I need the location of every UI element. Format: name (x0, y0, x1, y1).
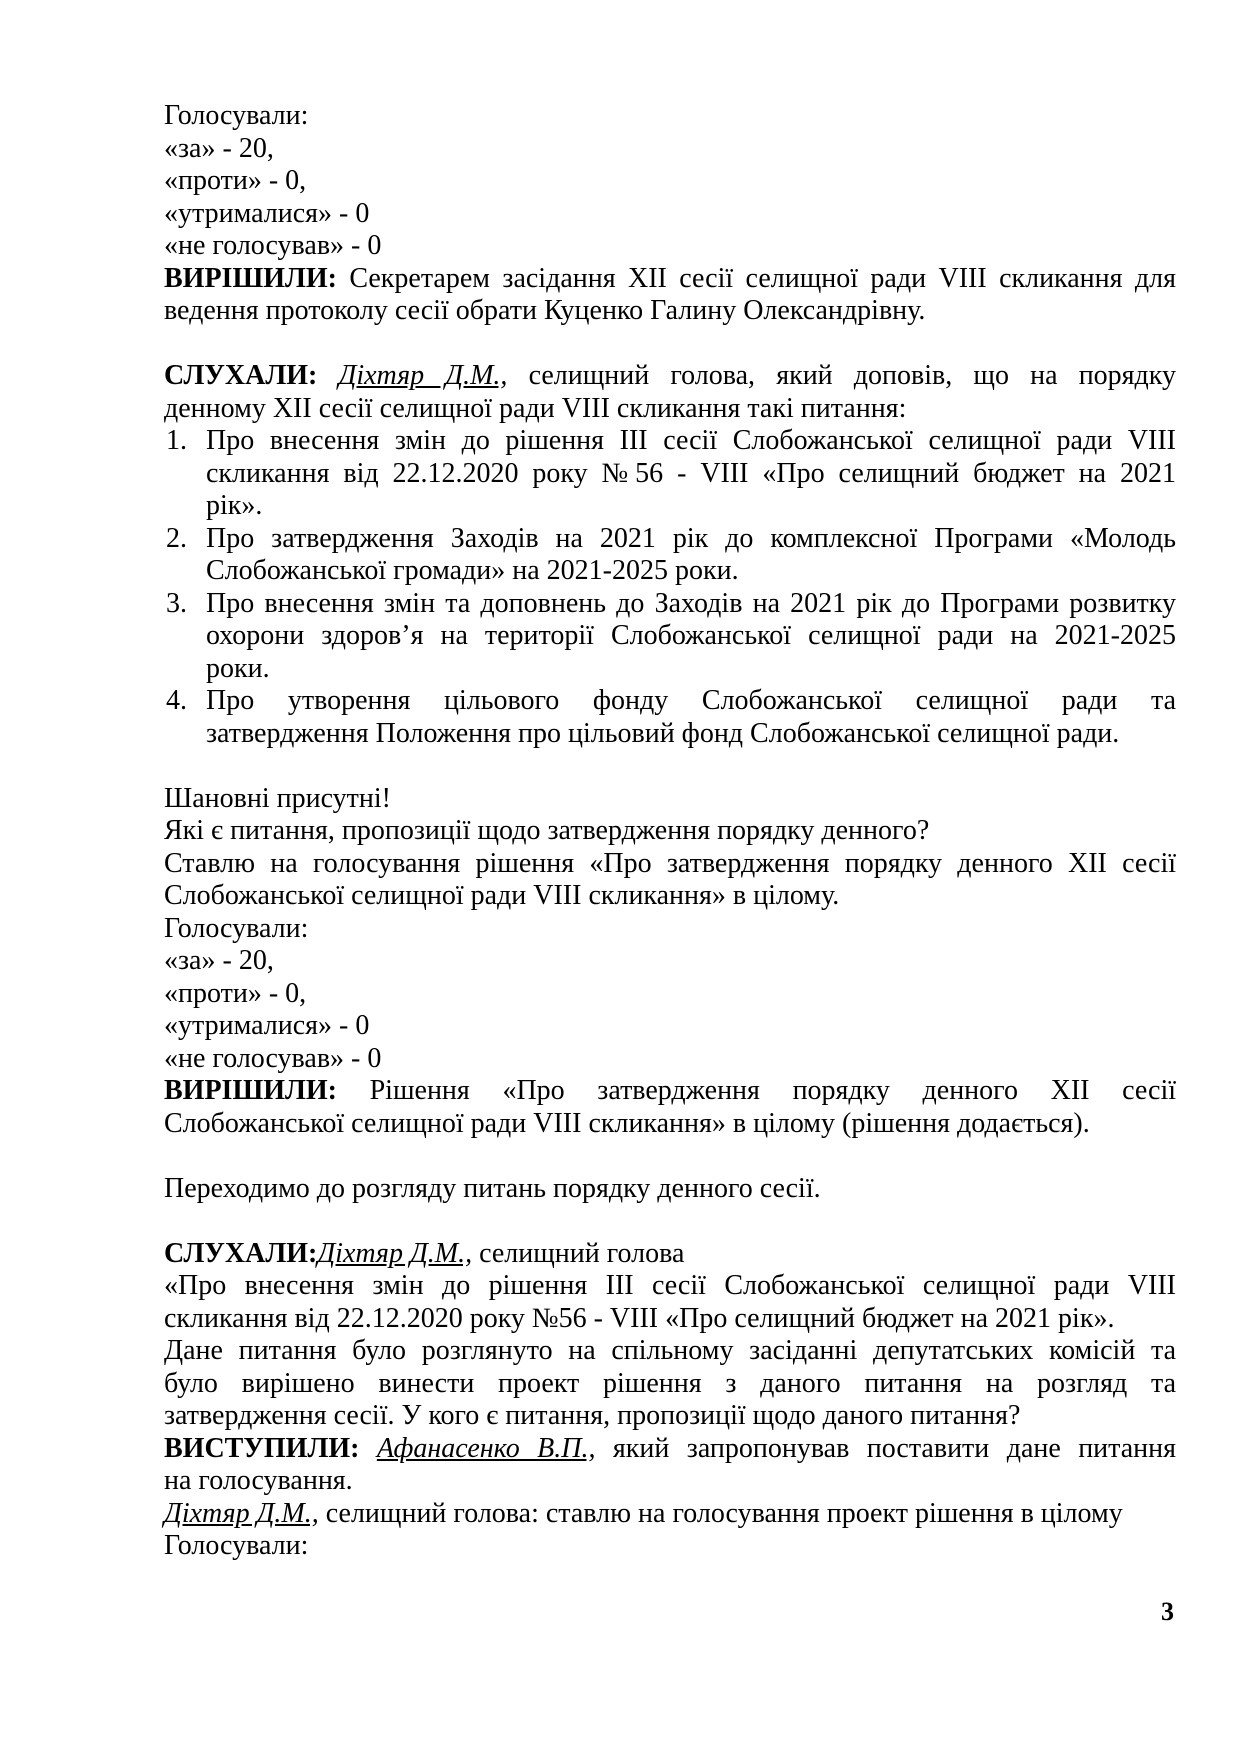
hearing-label: СЛУХАЛИ: (164, 1237, 318, 1269)
hearing-text: селищний голова (479, 1237, 685, 1269)
vote-for: «за» - 20, (164, 945, 274, 976)
decision-line: ведення протоколу сесії обрати Куценко Галину Олександрівну. (164, 295, 926, 326)
final-text: селищний голова: ставлю на голосування проект рішення в цілому (325, 1497, 1123, 1529)
speaker-name: Діхтяр Д.М., (338, 360, 508, 391)
vote-not-voted: «не голосував» - 0 (164, 230, 382, 261)
vote-heading: Голосували: (164, 1530, 309, 1561)
appeal-line: Шановні присутні! (164, 782, 391, 814)
agenda-number: 4. (166, 685, 187, 716)
decision-label: ВИРІШИЛИ: (164, 1075, 337, 1106)
agenda-list (164, 425, 1176, 750)
vote-against: «проти» - 0, (164, 977, 307, 1009)
agenda-item (164, 523, 1176, 588)
speaker-name: Афанасенко В.П., (376, 1432, 596, 1464)
decision-line (164, 1075, 1176, 1108)
agenda-number: 3. (166, 587, 187, 619)
speech-block (164, 1433, 1176, 1498)
hearing-line: денному ХІІ сесії селищної ради VIII скликання такі питання: (164, 392, 907, 424)
agenda-item (164, 685, 1176, 750)
vote-block-2 (164, 913, 1176, 1076)
decision-text: Секретарем засідання ХІІ сесії селищної ради VIII скликання для (349, 262, 1177, 294)
agenda-line: Про утворення цільового фонду Слобожанської селищної ради та (206, 685, 1176, 716)
hearing-line (164, 360, 1176, 393)
vote-heading: Голосували: (164, 100, 309, 131)
agenda-line: Про внесення змін до рішення ІІІ сесії Слобожанської селищної ради VIII (206, 425, 1176, 456)
speaker-name: Діхтяр Д.М., (317, 1237, 473, 1269)
hearing-line: Дане питання було розглянуто на спільному засіданні депутатських комісій та (164, 1335, 1176, 1366)
agenda-line: охорони здоров’я на території Слобожанської селищної ради на 2021-2025 (206, 620, 1176, 651)
speaker-name: Діхтяр Д.М., (164, 1497, 319, 1529)
vote-for: «за» - 20, (164, 132, 274, 164)
decision-text: Рішення «Про затвердження порядку денного ХІІ сесії (369, 1075, 1176, 1106)
agenda-line: затвердження Положення про цільовий фонд Слобожанської селищної ради. (206, 717, 1120, 749)
vote-block-1 (164, 100, 1176, 263)
hearing-line: було вирішено винести проект рішення з даного питання на розгляд та (164, 1367, 1176, 1399)
hearing-line: «Про внесення змін до рішення ІІІ сесії Слобожанської селищної ради VIII (164, 1270, 1176, 1301)
decision-line: Слобожанської селищної ради VIII скликання» в цілому (рішення додається). (164, 1107, 1090, 1139)
vote-against: «проти» - 0, (164, 165, 307, 196)
hearing-line: затвердження сесії. У кого є питання, пропозиції щодо даного питання? (164, 1400, 1021, 1431)
decision-line (164, 263, 1176, 296)
speech-label: ВИСТУПИЛИ: (164, 1432, 360, 1464)
agenda-item (164, 425, 1176, 523)
agenda-number: 2. (166, 522, 187, 554)
hearing-text: селищний голова, який доповів, що на порядку (528, 360, 1177, 391)
agenda-line: Про затвердження Заходів на 2021 рік до комплексної Програми «Молодь (206, 522, 1176, 554)
appeal-line: Які є питання, пропозиції щодо затвердження порядку денного? (164, 815, 930, 846)
transition-line: Переходимо до розгляду питань порядку денного сесії. (164, 1172, 821, 1204)
agenda-line: рік». (206, 490, 263, 521)
decision-label: ВИРІШИЛИ: (164, 262, 337, 294)
vote-heading: Голосували: (164, 912, 309, 944)
speech-text: який запропонував поставити дане питання (612, 1432, 1177, 1464)
hearing-label: СЛУХАЛИ: (164, 360, 318, 391)
hearing-block-1 (164, 360, 1176, 425)
speech-line (164, 1433, 1176, 1466)
appeal-line: Слобожанської селищної ради VIII скликання» в цілому. (164, 880, 840, 911)
vote-not-voted: «не голосував» - 0 (164, 1042, 382, 1074)
agenda-line: Слобожанської громади» на 2021-2025 роки. (206, 555, 739, 586)
appeal-block (164, 783, 1176, 913)
appeal-line: Ставлю на голосування рішення «Про затвердження порядку денного ХІІ сесії (164, 847, 1176, 879)
agenda-number: 1. (166, 425, 187, 456)
vote-abstained: «утрималися» - 0 (164, 1010, 370, 1041)
speech-line: на голосування. (164, 1465, 353, 1496)
decision-block-2 (164, 1075, 1176, 1140)
final-block (164, 1498, 1176, 1563)
agenda-line: роки. (206, 652, 270, 684)
decision-block-1 (164, 263, 1176, 328)
agenda-item (164, 588, 1176, 686)
agenda-line: скликання від 22.12.2020 року №56 - VIII «Про селищний бюджет на 2021 (206, 457, 1176, 489)
hearing-line (164, 1238, 1176, 1271)
final-line (164, 1498, 1176, 1531)
hearing-line: скликання від 22.12.2020 року №56 - VIII «Про селищний бюджет на 2021 рік». (164, 1302, 1115, 1334)
document-page (164, 100, 1176, 1563)
page-number: 3 (1161, 1597, 1174, 1626)
hearing-block-2 (164, 1238, 1176, 1433)
vote-abstained: «утрималися» - 0 (164, 197, 370, 229)
agenda-line: Про внесення змін та доповнень до Заходів на 2021 рік до Програми розвитку (206, 587, 1176, 619)
